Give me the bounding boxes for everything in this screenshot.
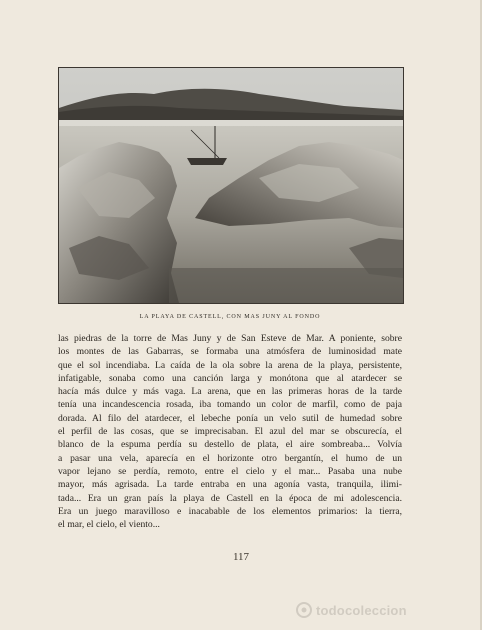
- body-line: a pasar una vela, aparecía en el horizonte otro bergantín, el humo de un: [58, 452, 402, 464]
- todocoleccion-logo-icon: [296, 602, 312, 618]
- page-number: 117: [232, 551, 250, 563]
- body-line: dorada. Al filo del atardecer, el lebeche ponía un velo sutil de humedad sobre: [58, 412, 402, 424]
- watermark-text: todocoleccion: [316, 602, 407, 618]
- body-line: infatigable, sonaba como una canción larga y monótona que al atardecer se: [58, 372, 402, 384]
- body-line: vapor lejano se perdía, remoto, entre el cielo y el mar... Pasaba una nube: [58, 465, 402, 477]
- watermark: [296, 597, 476, 623]
- body-line: tada... Era un gran país la playa de Castell en la época de mi adolescencia.: [58, 492, 402, 504]
- body-line: mayor, más agrisada. La tarde entraba en una agonía vasta, tranquila, ilimi-: [58, 479, 402, 491]
- body-line: los montes de las Gabarras, se formaba una atmósfera de luminosidad mate: [58, 346, 402, 358]
- photograph-beach-castell: [58, 67, 404, 304]
- body-line: Era un juego maravilloso e inacabable de los elementos primarios: la tierra,: [58, 505, 402, 517]
- body-line: hacía más dulce y más vaga. La arena, que en las primeras horas de la tarde: [58, 386, 402, 398]
- photo-caption: LA PLAYA DE CASTELL, CON MAS JUNY AL FONDO: [139, 314, 321, 320]
- body-text: [58, 332, 402, 531]
- body-line: las piedras de la torre de Mas Juny y de San Esteve de Mar. A poniente, sobre: [58, 333, 402, 344]
- body-line: el mar, el cielo, el viento...: [58, 519, 160, 531]
- photo-illustration: [59, 68, 403, 303]
- body-line: tenía una incandescencia rosada, iba tomando un color de marfil, como de paja: [58, 399, 402, 411]
- body-line: blanco de la espuma perdía su destello de plata, el aire sombreaba... Volvía: [58, 439, 402, 451]
- body-line: que el sol incendiaba. La caída de la ola sobre la arena de la playa, persistente,: [58, 359, 402, 371]
- body-line: el perfil de las cosas, que se imprecisaban. El azul del mar se obscurecía, el: [58, 426, 402, 438]
